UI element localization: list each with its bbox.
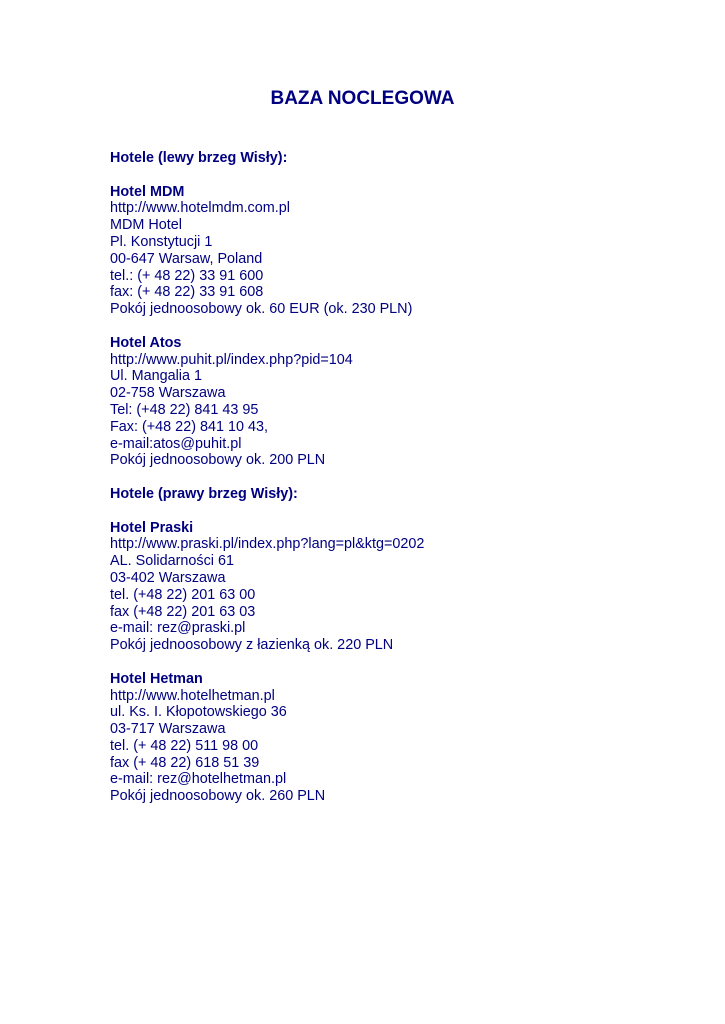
hotel-fax: fax (+ 48 22) 618 51 39	[110, 754, 260, 771]
spacer	[110, 654, 700, 671]
hotel-email-link[interactable]: e-mail: rez@hotelhetman.pl	[110, 771, 287, 788]
section-heading-left-bank: Hotele (lewy brzeg Wisły):	[110, 150, 288, 166]
hotel-phone: tel. (+ 48 22) 511 98 00	[110, 737, 259, 754]
document-content	[110, 150, 700, 805]
hotel-name: Hotel MDM	[110, 183, 185, 200]
hotel-name: Hotel Atos	[110, 334, 182, 351]
hotel-fax: Fax: (+48 22) 841 10 43,	[110, 418, 269, 435]
hotel-phone: tel. (+48 22) 201 63 00	[110, 586, 256, 603]
hotel-entry-atos	[110, 335, 700, 469]
hotel-entry-praski	[110, 520, 700, 654]
hotel-price: Pokój jednoosobowy ok. 260 PLN	[110, 788, 326, 805]
hotel-entry-hetman	[110, 671, 700, 805]
hotel-website-link[interactable]: http://www.hotelhetman.pl	[110, 687, 275, 704]
spacer	[110, 167, 700, 184]
hotel-address: Pl. Konstytucji 1	[110, 233, 213, 250]
spacer	[110, 503, 700, 520]
hotel-city: 03-717 Warszawa	[110, 721, 226, 738]
hotel-city: 02-758 Warszawa	[110, 385, 226, 402]
hotel-email-link[interactable]: e-mail:atos@puhit.pl	[110, 435, 242, 452]
hotel-email-link[interactable]: e-mail: rez@praski.pl	[110, 620, 246, 637]
hotel-website-link[interactable]: http://www.puhit.pl/index.php?pid=104	[110, 351, 353, 368]
hotel-website-link[interactable]: http://www.hotelmdm.com.pl	[110, 200, 290, 217]
hotel-fax: fax: (+ 48 22) 33 91 608	[110, 284, 264, 301]
hotel-phone: tel.: (+ 48 22) 33 91 600	[110, 267, 264, 284]
hotel-price: Pokój jednoosobowy ok. 200 PLN	[110, 452, 326, 469]
spacer	[110, 318, 700, 335]
hotel-address: ul. Ks. I. Kłopotowskiego 36	[110, 704, 287, 721]
hotel-address: AL. Solidarności 61	[110, 553, 234, 570]
hotel-city: 00-647 Warsaw, Poland	[110, 250, 263, 267]
section-heading-right-bank: Hotele (prawy brzeg Wisły):	[110, 485, 298, 502]
document-title: BAZA NOCLEGOWA	[270, 88, 455, 109]
hotel-website-link[interactable]: http://www.praski.pl/index.php?lang=pl&ktg=0202	[110, 536, 425, 553]
hotel-price: Pokój jednoosobowy ok. 60 EUR (ok. 230 PLN)	[110, 301, 413, 318]
hotel-phone: Tel: (+48 22) 841 43 95	[110, 401, 259, 418]
hotel-name: Hotel Praski	[110, 519, 194, 536]
hotel-address: Ul. Mangalia 1	[110, 368, 202, 385]
hotel-entry-mdm	[110, 184, 700, 318]
hotel-line: MDM Hotel	[110, 217, 182, 234]
hotel-fax: fax (+48 22) 201 63 03	[110, 603, 256, 620]
spacer	[110, 469, 700, 486]
hotel-city: 03-402 Warszawa	[110, 569, 226, 586]
hotel-name: Hotel Hetman	[110, 670, 203, 687]
hotel-price: Pokój jednoosobowy z łazienką ok. 220 PLN	[110, 637, 394, 654]
